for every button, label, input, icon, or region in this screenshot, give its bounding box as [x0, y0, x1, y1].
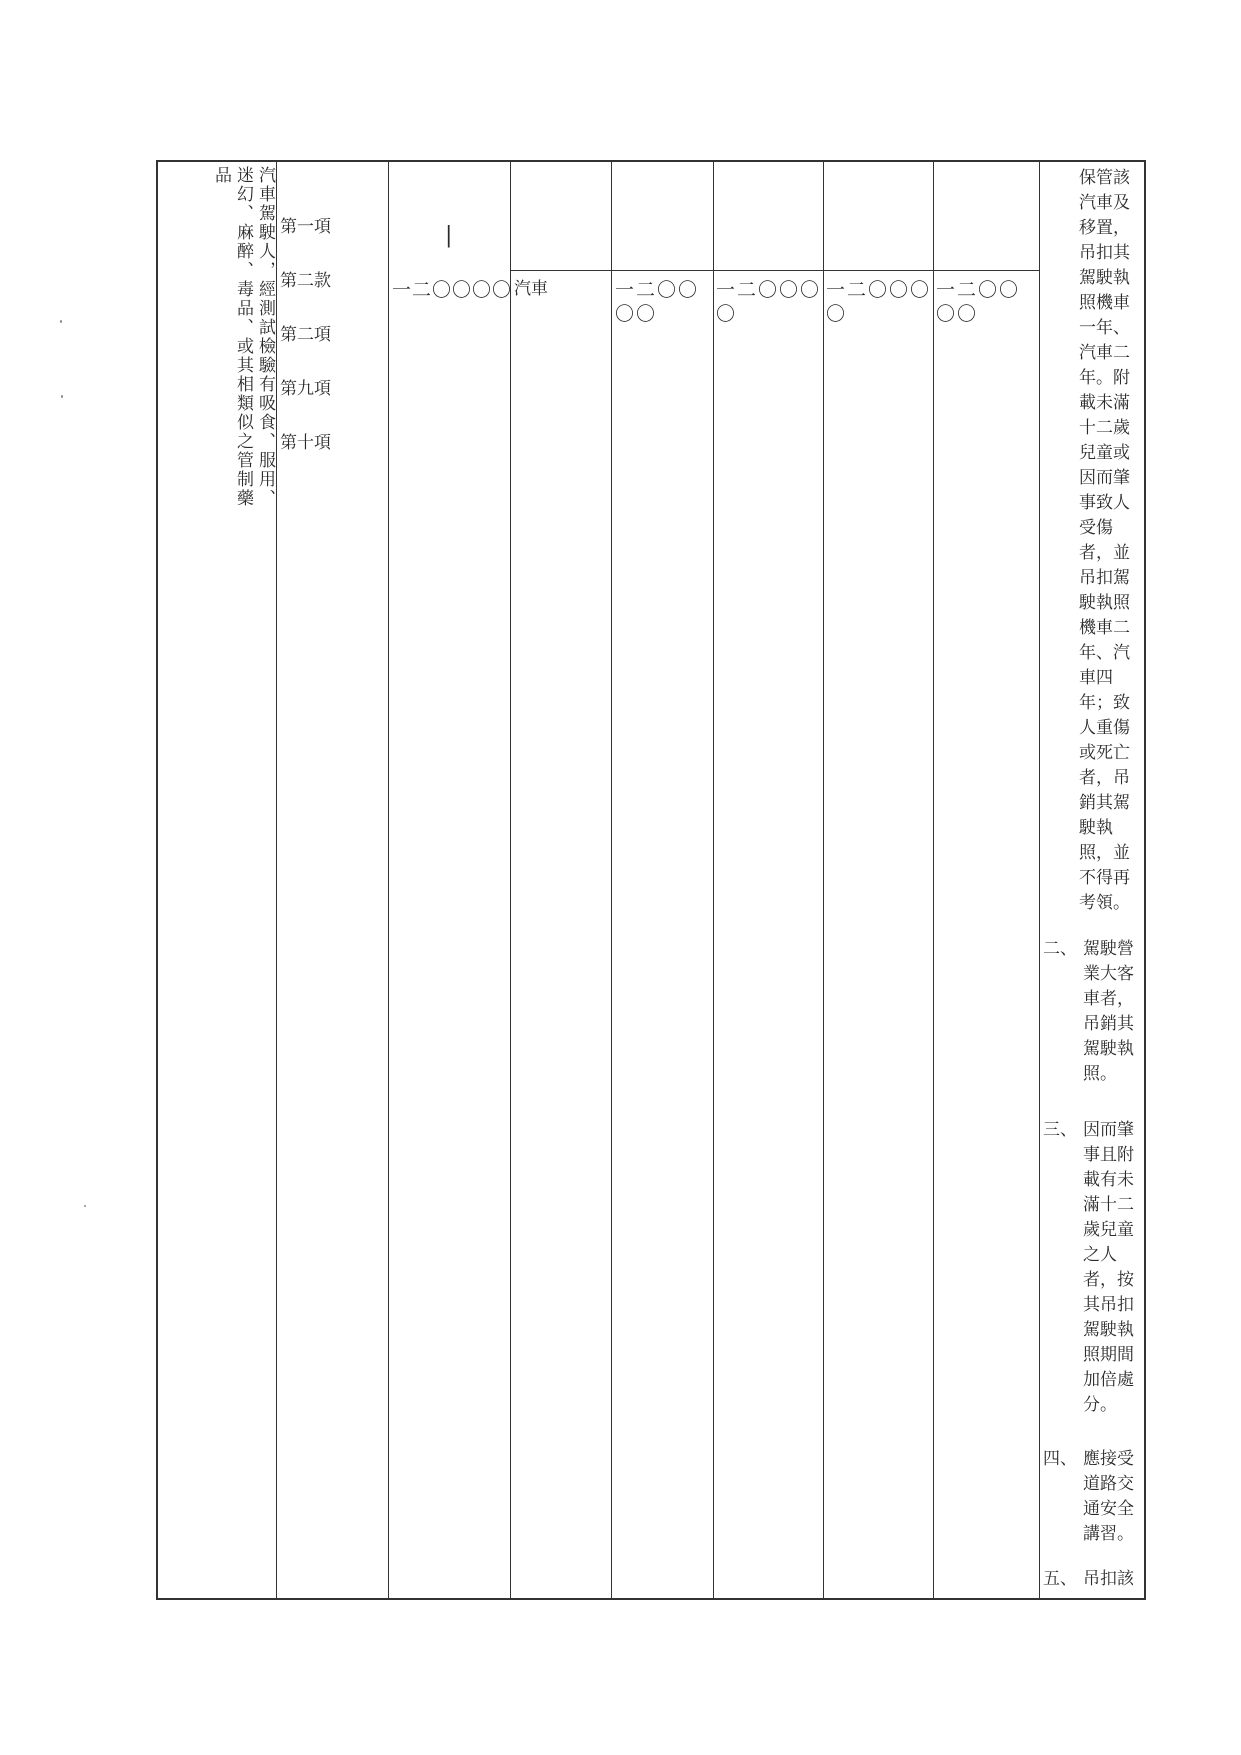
fine-col-1: 一二〇〇〇〇 — [615, 279, 700, 325]
article-2: 第二款 — [280, 271, 331, 291]
article-list — [280, 200, 331, 470]
condition-cell — [162, 166, 276, 526]
col-divider — [611, 162, 612, 1598]
article-5: 第十項 — [280, 433, 331, 453]
col-divider — [823, 162, 824, 1598]
col-divider — [276, 162, 277, 1598]
scan-speck — [60, 320, 62, 323]
vehicle-type: 汽車 — [514, 279, 548, 299]
article-3: 第二項 — [280, 325, 331, 345]
condition-text: 汽車駕駛人，經測試檢驗有吸食、服用、迷幻、麻醉、毒品、或其相類似之管制藥品 — [211, 166, 275, 508]
article-4: 第九項 — [280, 379, 331, 399]
article-1: 第一項 — [280, 217, 331, 237]
col-divider — [713, 162, 714, 1598]
fine-amount: 一二〇〇〇〇 — [392, 279, 513, 301]
row-divider — [510, 270, 1039, 271]
fine-col-2: 一二〇〇〇〇 — [716, 279, 822, 325]
col-divider — [388, 162, 389, 1598]
col-divider — [510, 162, 511, 1598]
col-divider — [1039, 162, 1040, 1598]
scan-speck — [61, 395, 63, 398]
col-divider — [933, 162, 934, 1598]
fine-col-4: 一二〇〇〇〇 — [936, 279, 1021, 325]
fine-col-3: 一二〇〇〇〇 — [826, 279, 932, 325]
penalty-table: 汽車駕駛人，經測試檢驗有吸食、服用、迷幻、麻醉、毒品、或其相類似之管制藥品 第一項 第二款 第二項 第九項 第十項 | 一二〇〇〇〇 汽車 一二〇〇〇〇 一二〇〇〇〇 一二〇〇〇〇 一二〇〇〇〇 保管該汽車及移置，吊扣其駕駛執照機車一年、汽車二年。附載未滿十二歲兒童或因而肇事致人受傷者，並吊扣駕駛執照機車二年、汽車四年；致人重傷或死亡者，吊銷其駕駛執照，並不得再考領。 二、 駕駛營業大客車者，吊銷其駕駛執照。 三、 因而肇事且附載有未滿十二歲兒童之人者，按其吊扣駕駛執照期間加倍處分。 四、 應接受道路交通安全講習。 五、 吊扣該 — [156, 160, 1146, 1600]
dash-mark: | — [445, 223, 453, 248]
scan-speck — [84, 1205, 86, 1207]
